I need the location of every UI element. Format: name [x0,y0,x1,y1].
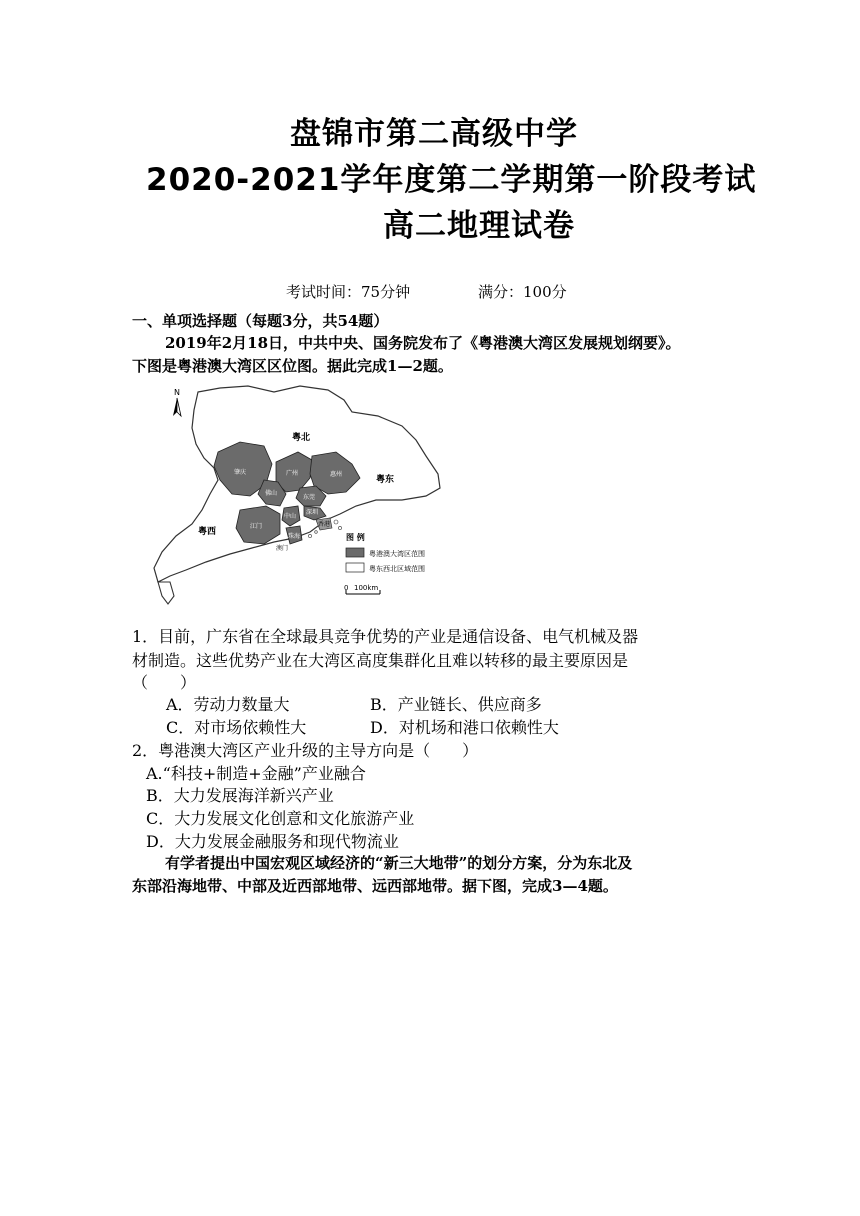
legend-title: 图 例 [346,533,365,542]
region-label-yuexi: 粤西 [198,527,217,537]
q2-option-c: C．大力发展文化创意和文化旅游产业 [146,809,415,828]
q2-option-a: A.“科技+制造+金融”产业融合 [146,764,366,783]
bay-area-map [140,382,460,608]
q1-option-d: D．对机场和港口依赖性大 [370,718,559,737]
intro-line-2: 下图是粤港澳大湾区区位图。据此完成1—2题。 [132,357,453,375]
map-svg [140,382,460,608]
q1-line-3: （ ） [132,673,197,692]
leizhou-peninsula [158,582,174,604]
north-arrow-icon [173,398,181,416]
city-label-zhongshan: 中山 [284,513,297,520]
city-label-jiangmen: 江门 [250,523,263,530]
intro-line-1: 2019年2月18日，中共中央、国务院发布了《粤港澳大湾区发展规划纲要》。 [165,334,681,352]
section-heading: 一、单项选择题（每题3分，共54题） [132,312,389,330]
city-label-huizhou: 惠州 [330,471,343,478]
q2-stem: 2．粤港澳大湾区产业升级的主导方向是（ ） [132,741,479,760]
legend-item-other: 粤东西北区域范围 [369,565,425,573]
city-label-guangzhou: 广州 [286,470,299,477]
passage2-line-1: 有学者提出中国宏观区域经济的“新三大地带”的划分方案，分为东北及 [165,854,633,872]
city-label-hongkong: 香港 [318,521,331,528]
scale-label: 100km [354,584,379,592]
region-label-yuedong: 粤东 [376,475,395,485]
scale-zero: 0 [344,584,349,592]
exam-term-title: 2020-2021学年度第二学期第一阶段考试 [146,162,757,198]
city-label-dongguan: 东莞 [303,494,316,501]
paper-title: 高二地理试卷 [383,208,575,244]
school-title: 盘锦市第二高级中学 [290,116,578,152]
map-legend [344,532,425,594]
legend-swatch-bay [346,548,364,557]
city-label-foshan: 佛山 [265,490,278,497]
full-score: 满分：100分 [478,283,567,301]
city-label-shenzhen: 深圳 [306,509,319,516]
city-label-zhuhai: 珠海 [288,533,301,540]
region-label-yuebei: 粤北 [292,433,311,443]
q1-line-2: 材制造。这些优势产业在大湾区高度集群化且难以转移的最主要原因是 [132,651,629,670]
legend-swatch-other [346,563,364,572]
q2-option-b: B．大力发展海洋新兴产业 [146,786,334,805]
exam-time: 考试时间：75分钟 [286,283,411,301]
q1-option-b: B．产业链长、供应商多 [370,695,542,714]
q1-option-c: C．对市场依赖性大 [166,718,307,737]
q1-option-a: A．劳动力数量大 [166,695,290,714]
north-label: N [174,388,180,397]
city-label-zhaoqing: 肇庆 [234,469,247,476]
legend-item-bay: 粤港澳大湾区范围 [369,550,425,558]
passage2-line-2: 东部沿海地带、中部及近西部地带、远西部地带。据下图，完成3—4题。 [132,877,618,895]
q2-option-d: D．大力发展金融服务和现代物流业 [146,832,399,851]
q1-line-1: 1．目前，广东省在全球最具竞争优势的产业是通信设备、电气机械及器 [132,627,639,646]
city-label-macau: 澳门 [276,545,289,552]
